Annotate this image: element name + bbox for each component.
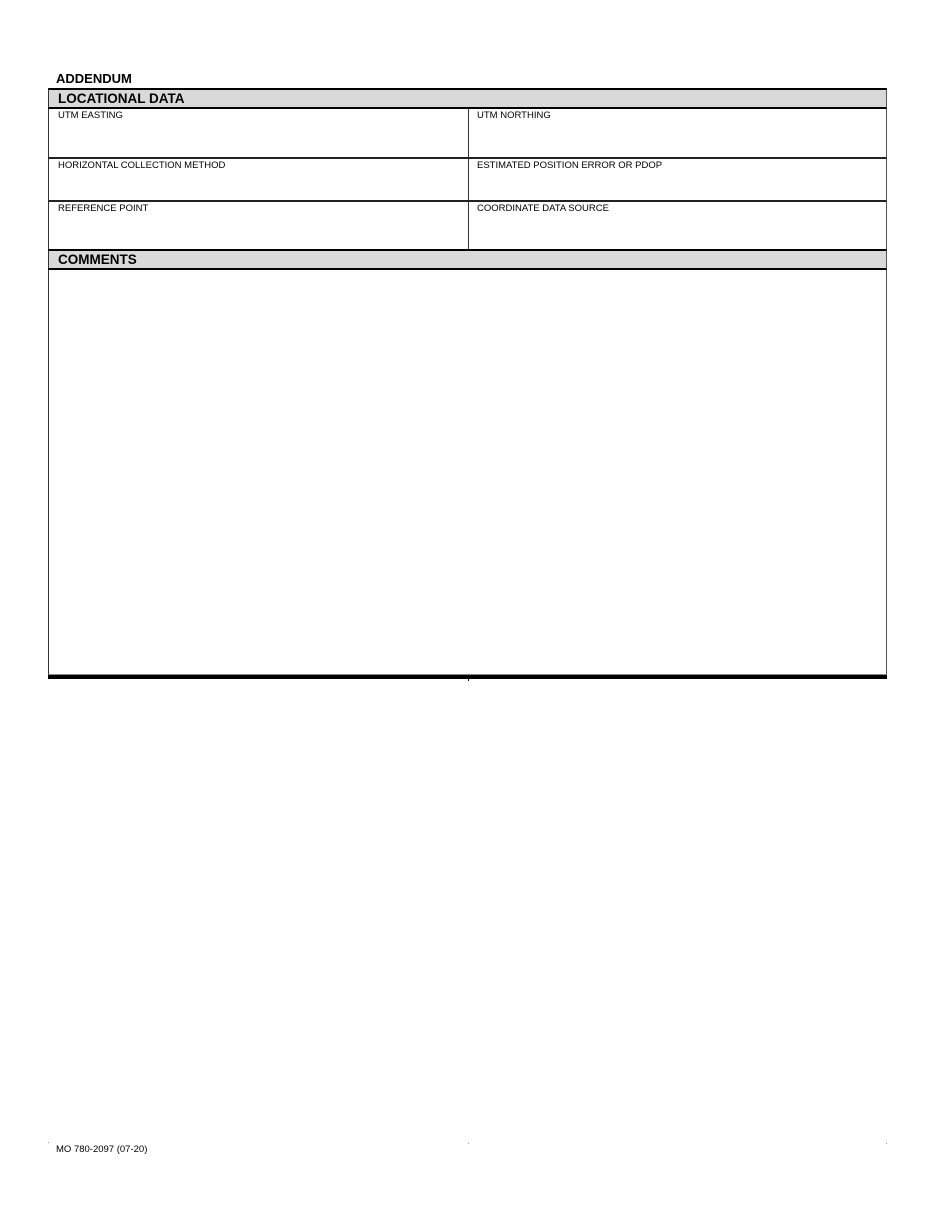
form-row bbox=[48, 202, 887, 249]
registration-mark bbox=[468, 1143, 469, 1144]
coordinate-data-source-field[interactable] bbox=[469, 202, 886, 249]
addendum-form bbox=[48, 88, 887, 679]
reference-point-field[interactable] bbox=[49, 202, 469, 249]
field-label: REFERENCE POINT bbox=[58, 203, 149, 214]
field-label: ESTIMATED POSITION ERROR OR PDOP bbox=[477, 160, 663, 171]
utm-easting-field[interactable] bbox=[49, 109, 469, 157]
comments-header: COMMENTS bbox=[48, 249, 887, 270]
registration-mark bbox=[886, 1143, 887, 1144]
locational-data-header: LOCATIONAL DATA bbox=[48, 88, 887, 109]
comments-textarea[interactable] bbox=[48, 270, 887, 675]
form-bottom-rule bbox=[48, 675, 887, 679]
form-row bbox=[48, 159, 887, 202]
field-label: HORIZONTAL COLLECTION METHOD bbox=[58, 160, 226, 171]
field-label: COORDINATE DATA SOURCE bbox=[477, 203, 609, 214]
horizontal-collection-method-field[interactable] bbox=[49, 159, 469, 200]
form-number: MO 780-2097 (07-20) bbox=[56, 1144, 148, 1155]
estimated-position-error-field[interactable] bbox=[469, 159, 886, 200]
divider-tick bbox=[468, 679, 469, 681]
form-row bbox=[48, 109, 887, 159]
field-label: UTM EASTING bbox=[58, 110, 123, 121]
utm-northing-field[interactable] bbox=[469, 109, 886, 157]
page-title: ADDENDUM bbox=[56, 71, 132, 86]
registration-mark bbox=[48, 1142, 49, 1143]
field-label: UTM NORTHING bbox=[477, 110, 551, 121]
